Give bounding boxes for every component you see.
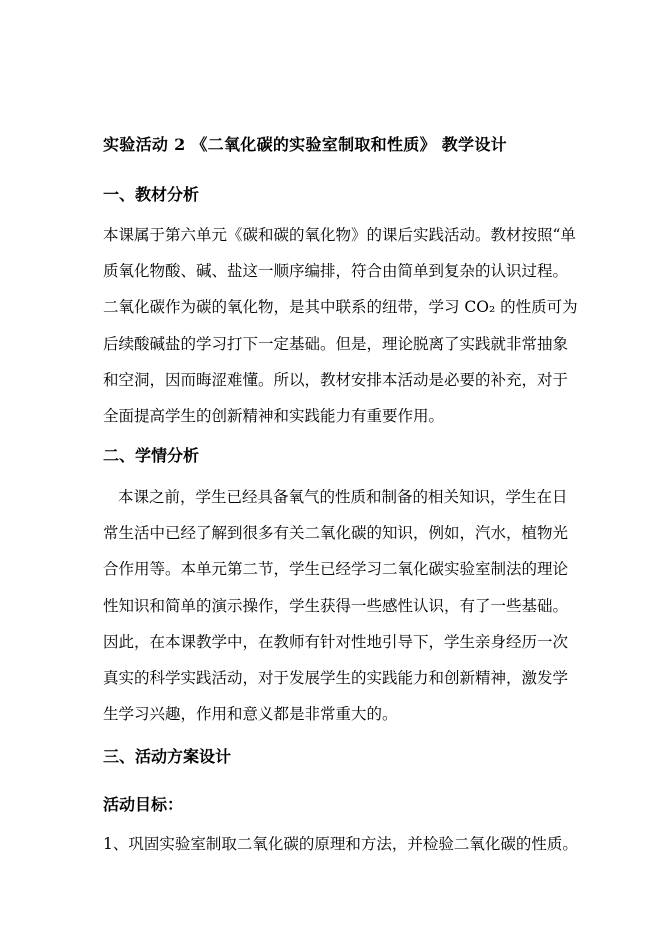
- section1-line: 和空洞，因而晦涩难懂。所以，教材安排本活动是必要的补充，对于: [103, 370, 569, 389]
- section2-line: 生学习兴趣，作用和意义都是非常重大的。: [103, 705, 398, 724]
- section2-line: 真实的科学实践活动，对于发展学生的实践能力和创新精神，激发学: [103, 669, 569, 688]
- section3-subheading: 活动目标：: [103, 795, 184, 814]
- section2-line: 本课之前，学生已经具备氧气的性质和制备的相关知识，学生在日: [118, 488, 568, 506]
- section1-line: 质氧化物酸、碱、盐这一顺序编排，符合由简单到复杂的认识过程。: [103, 262, 569, 281]
- section2-line: 因此，在本课教学中，在教师有针对性地引导下，学生亲身经历一次: [103, 632, 569, 651]
- section2-paragraph: [103, 479, 573, 732]
- section1-heading: 一、教材分析: [103, 185, 200, 204]
- section1-line: 后续酸碱盐的学习打下一定基础。但是，理论脱离了实践就非常抽象: [103, 334, 569, 353]
- section3-goal-1: [103, 826, 578, 862]
- section1-line: 本课属于第六单元《碳和碳的氧化物》的课后实践活动。教材按照“单: [103, 226, 576, 244]
- section2-heading: 二、学情分析: [103, 446, 200, 465]
- section2-line: 性知识和简单的演示操作，学生获得一些感性认识，有了一些基础。: [103, 596, 569, 615]
- section2-line: 合作用等。本单元第二节，学生已经学习二氧化碳实验室制法的理论: [103, 560, 569, 579]
- section3-heading: 三、活动方案设计: [103, 747, 232, 766]
- document-title: 实验活动 2 《二氧化碳的实验室制取和性质》 教学设计: [103, 135, 507, 154]
- goal-line: 1、巩固实验室制取二氧化碳的原理和方法，并检验二氧化碳的性质。: [103, 835, 578, 853]
- section1-line: 全面提高学生的创新精神和实践能力有重要作用。: [103, 407, 445, 426]
- section2-line: 常生活中已经了解到很多有关二氧化碳的知识，例如，汽水，植物光: [103, 524, 569, 543]
- section1-line: 二氧化碳作为碳的氧化物，是其中联系的纽带，学习 CO₂ 的性质可为: [103, 298, 578, 317]
- section1-paragraph: [103, 217, 578, 434]
